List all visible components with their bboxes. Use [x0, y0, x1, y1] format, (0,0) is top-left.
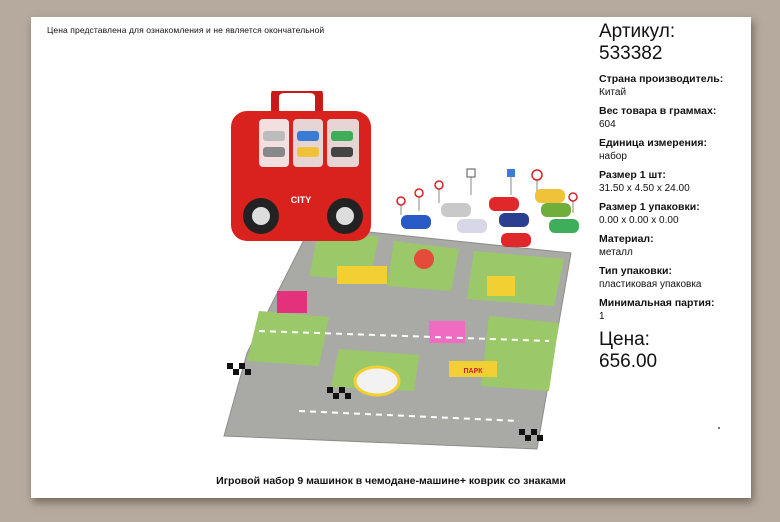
prop-package-type: [599, 265, 749, 291]
prop-value: 0.00 x 0.00 x 0.00: [599, 215, 679, 226]
price-label: Цена:: [599, 329, 650, 350]
price-value: 656.00: [599, 351, 658, 372]
prop-label: Размер 1 шт:: [599, 169, 666, 181]
prop-label: Единица измерения:: [599, 137, 707, 149]
prop-label: Тип упаковки:: [599, 265, 672, 277]
prop-value: 31.50 x 4.50 x 24.00: [599, 183, 690, 194]
prop-country: [599, 73, 749, 99]
stray-dot: [718, 427, 720, 429]
prop-value: 1: [599, 311, 605, 322]
product-details: [599, 21, 749, 373]
prop-label: Размер 1 упаковки:: [599, 201, 700, 213]
play-mat: [224, 226, 571, 449]
mat-sign-text: ПАРК: [463, 368, 483, 375]
prop-min-batch: [599, 297, 749, 323]
price-disclaimer: Цена представлена для ознакомления и не является окончательной: [47, 25, 325, 35]
prop-value: пластиковая упаковка: [599, 279, 702, 290]
prop-unit: [599, 137, 749, 163]
prop-label: Вес товара в граммах:: [599, 105, 717, 117]
article-label: Артикул:: [599, 21, 676, 42]
prop-item-size: [599, 169, 749, 195]
prop-value: 604: [599, 119, 616, 130]
car-case: [231, 91, 371, 241]
product-title: Игровой набор 9 машинок в чемодане-машине+ коврик со знаками: [216, 475, 566, 487]
prop-label: Материал:: [599, 233, 654, 245]
article-value: 533382: [599, 43, 663, 64]
prop-label: Минимальная партия:: [599, 297, 715, 309]
prop-value: Китай: [599, 87, 627, 98]
prop-label: Страна производитель:: [599, 73, 724, 85]
prop-value: набор: [599, 151, 627, 162]
product-photo: [219, 91, 579, 451]
prop-value: металл: [599, 247, 633, 258]
prop-material: [599, 233, 749, 259]
prop-weight: [599, 105, 749, 131]
product-card: [31, 17, 751, 498]
prop-package-size: [599, 201, 749, 227]
case-logo-text: CITY: [290, 195, 312, 205]
